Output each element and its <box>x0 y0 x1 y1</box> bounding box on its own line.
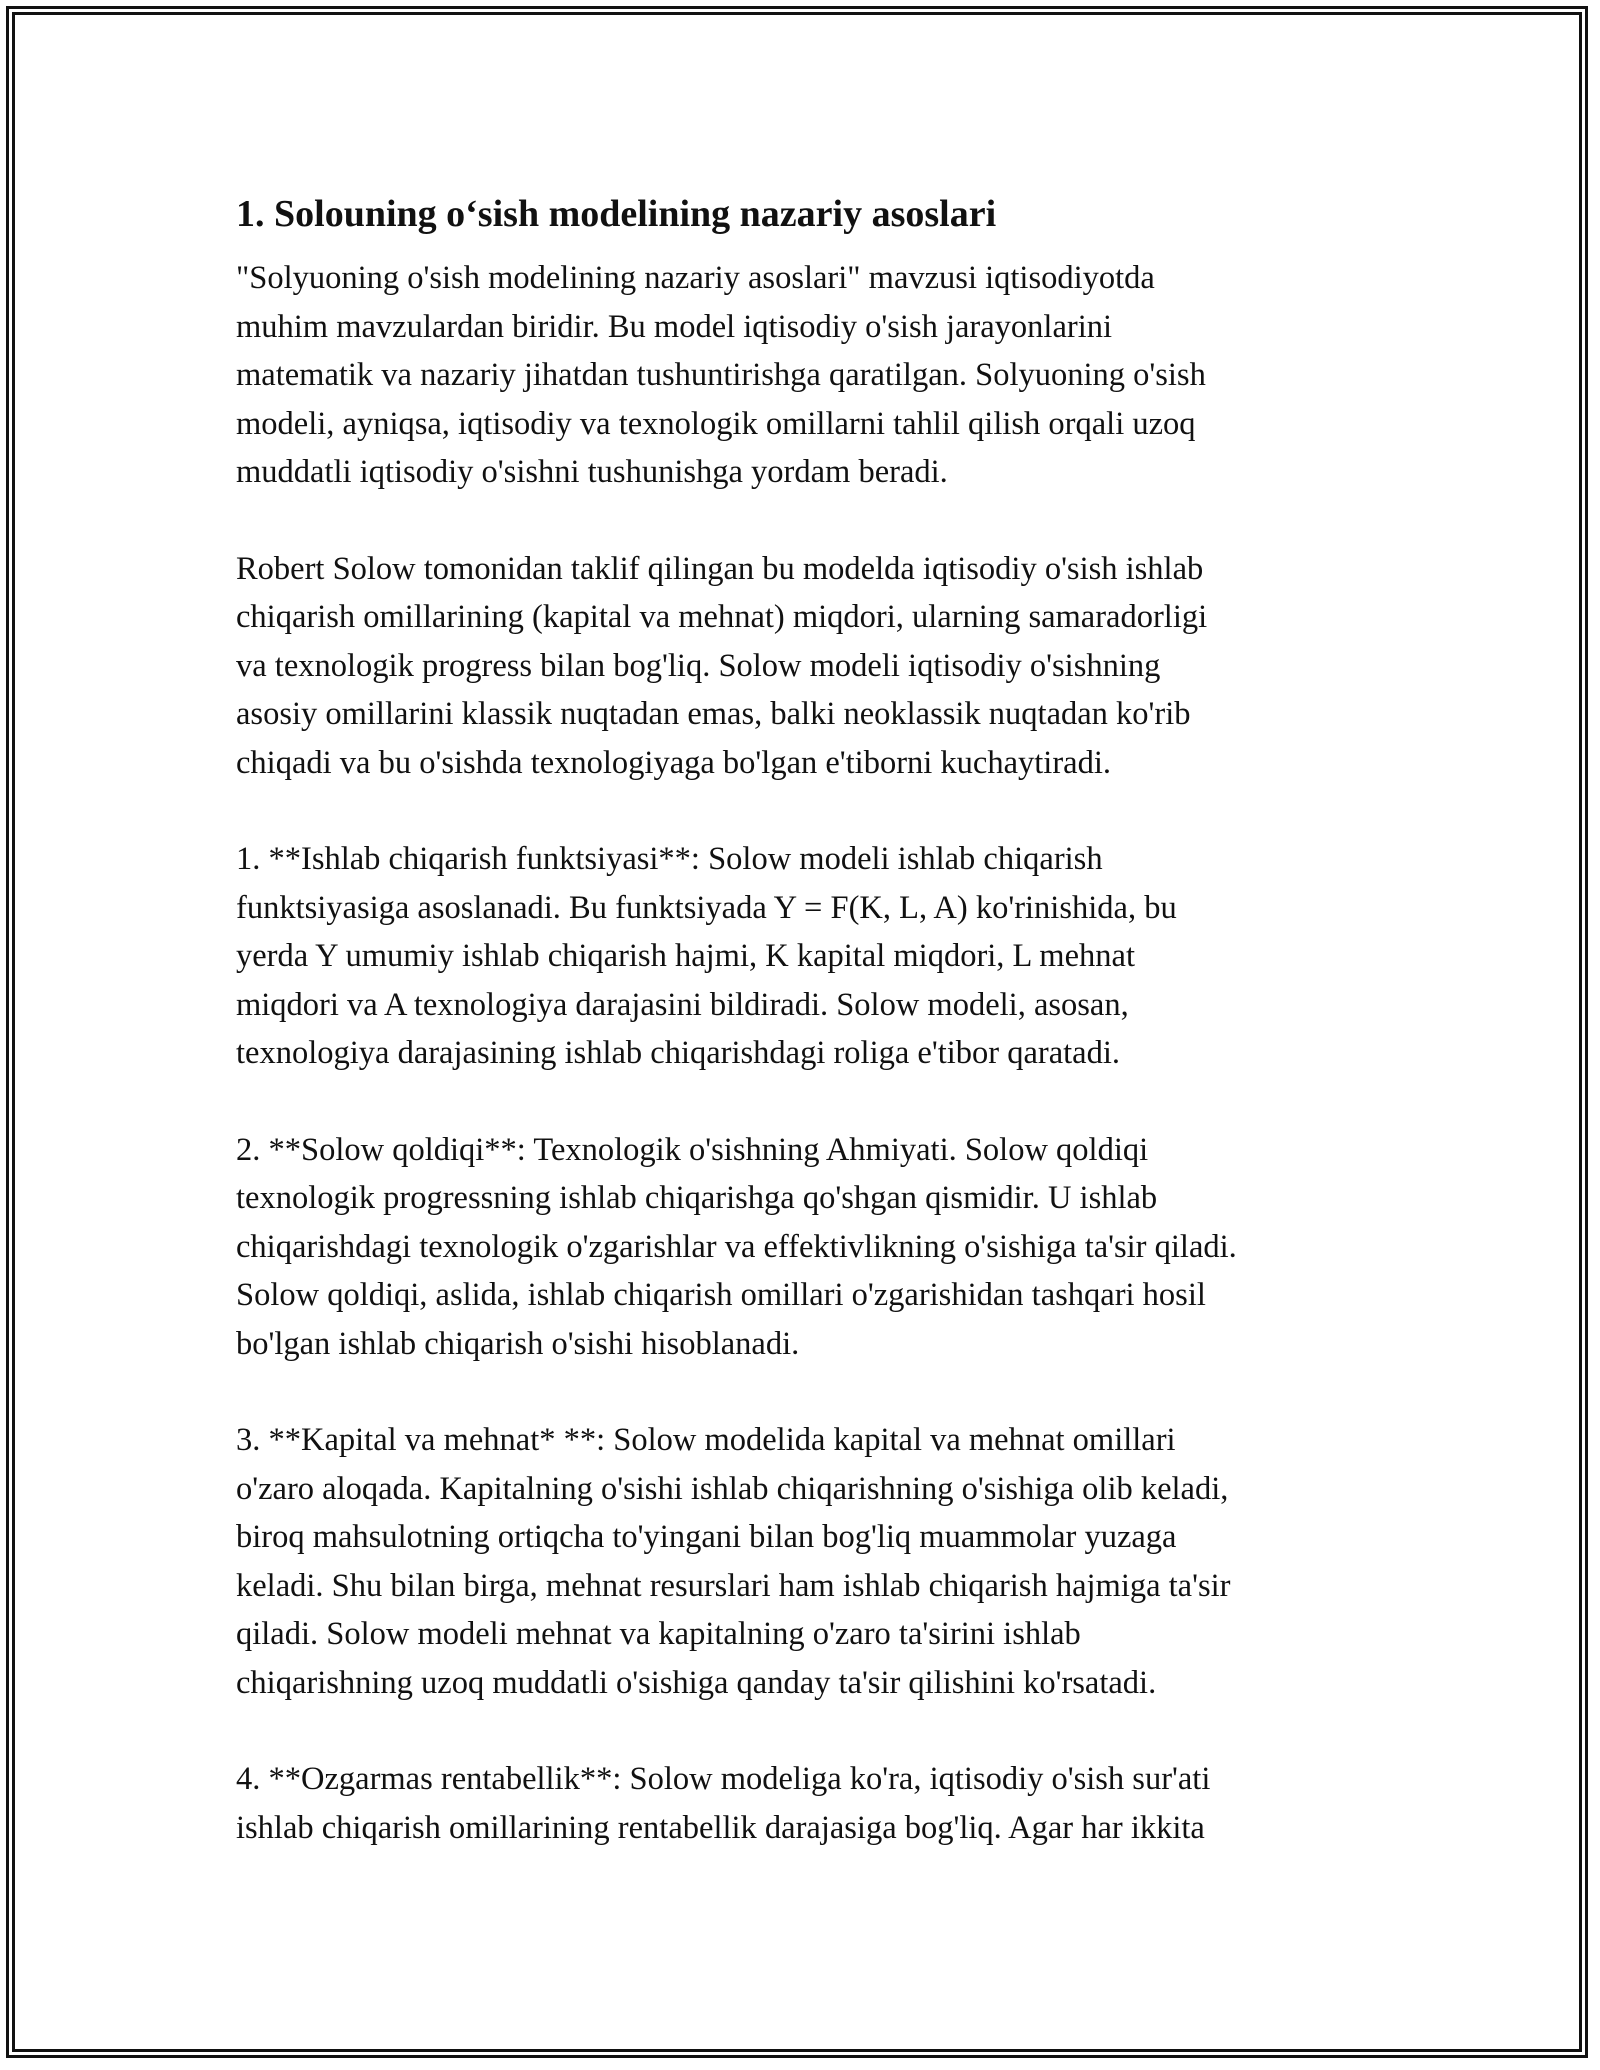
paragraph <box>236 1416 1366 1707</box>
text-line: va texnologik progress bilan bog'liq. Solow modeli iqtisodiy o'sishning <box>236 647 1161 684</box>
text-line: 3. **Kapital va mehnat* **: Solow modelida kapital va mehnat omillari <box>236 1422 1176 1458</box>
text-line: Solow qoldiqi, aslida, ishlab chiqarish omillari o'zgarishidan tashqari hosil <box>236 1277 1206 1313</box>
text-line: asosiy omillarini klassik nuqtadan emas, balki neoklassik nuqtadan ko'rib <box>236 696 1191 732</box>
text-line: chiqarish omillarining (kapital va mehnat) miqdori, ularning samaradorligi <box>236 599 1208 635</box>
text-line: qiladi. Solow modeli mehnat va kapitalning o'zaro ta'sirini ishlab <box>236 1616 1081 1652</box>
paragraph <box>236 254 1366 497</box>
paragraphs-container <box>236 254 1366 1852</box>
text-line: chiqarishning uzoq muddatli o'sishiga qanday ta'sir qilishini ko'rsatadi. <box>236 1664 1157 1701</box>
text-line: funktsiyasiga asoslanadi. Bu funktsiyada Y = F(K, L, A) ko'rinishida, bu <box>236 889 1177 926</box>
text-line: Robert Solow tomonidan taklif qilingan bu modelda iqtisodiy o'sish ishlab <box>236 550 1204 587</box>
text-line: yerda Y umumiy ishlab chiqarish hajmi, K kapital miqdori, L mehnat <box>236 938 1135 974</box>
text-line: chiqadi va bu o'sishda texnologiyaga bo'lgan e'tiborni kuchaytiradi. <box>236 744 1111 781</box>
paragraph <box>236 835 1366 1078</box>
text-line: "Solyuoning o'sish modelining nazariy asoslari" mavzusi iqtisodiyotda <box>236 260 1155 296</box>
section-heading: 1. Solouning o‘sish modelining nazariy asoslari <box>236 193 997 235</box>
text-line: 1. **Ishlab chiqarish funktsiyasi**: Solow modeli ishlab chiqarish <box>236 841 1103 877</box>
text-line: ishlab chiqarish omillarining rentabellik darajasiga bog'liq. Agar har ikkita <box>236 1809 1205 1846</box>
text-line: biroq mahsulotning ortiqcha to'yingani bilan bog'liq muammolar yuzaga <box>236 1519 1177 1555</box>
text-line: muhim mavzulardan biridir. Bu model iqtisodiy o'sish jarayonlarini <box>236 308 1113 345</box>
text-line: muddatli iqtisodiy o'sishni tushunishga yordam beradi. <box>236 454 948 490</box>
text-line: texnologiya darajasining ishlab chiqarishdagi roliga e'tibor qaratadi. <box>236 1035 1120 1071</box>
paragraph <box>236 1755 1366 1852</box>
text-line: bo'lgan ishlab chiqarish o'sishi hisoblanadi. <box>236 1325 800 1362</box>
text-line: chiqarishdagi texnologik o'zgarishlar va effektivlikning o'sishiga ta'sir qiladi. <box>236 1228 1237 1265</box>
document-body <box>236 188 1366 1900</box>
paragraph <box>236 1126 1366 1369</box>
text-line: modeli, ayniqsa, iqtisodiy va texnologik omillarni tahlil qilish orqali uzoq <box>236 405 1196 442</box>
text-line: 2. **Solow qoldiqi**: Texnologik o'sishning Ahmiyati. Solow qoldiqi <box>236 1131 1149 1168</box>
text-line: matematik va nazariy jihatdan tushuntirishga qaratilgan. Solyuoning o'sish <box>236 357 1206 393</box>
text-line: texnologik progressning ishlab chiqarishga qo'shgan qismidir. U ishlab <box>236 1180 1158 1216</box>
text-line: o'zaro aloqada. Kapitalning o'sishi ishlab chiqarishning o'sishiga olib keladi, <box>236 1470 1229 1507</box>
text-line: 4. **Ozgarmas rentabellik**: Solow modeliga ko'ra, iqtisodiy o'sish sur'ati <box>236 1761 1211 1797</box>
text-line: keladi. Shu bilan birga, mehnat resurslari ham ishlab chiqarish hajmiga ta'sir <box>236 1567 1231 1604</box>
paragraph <box>236 545 1366 788</box>
text-line: miqdori va A texnologiya darajasini bildiradi. Solow modeli, asosan, <box>236 986 1129 1023</box>
